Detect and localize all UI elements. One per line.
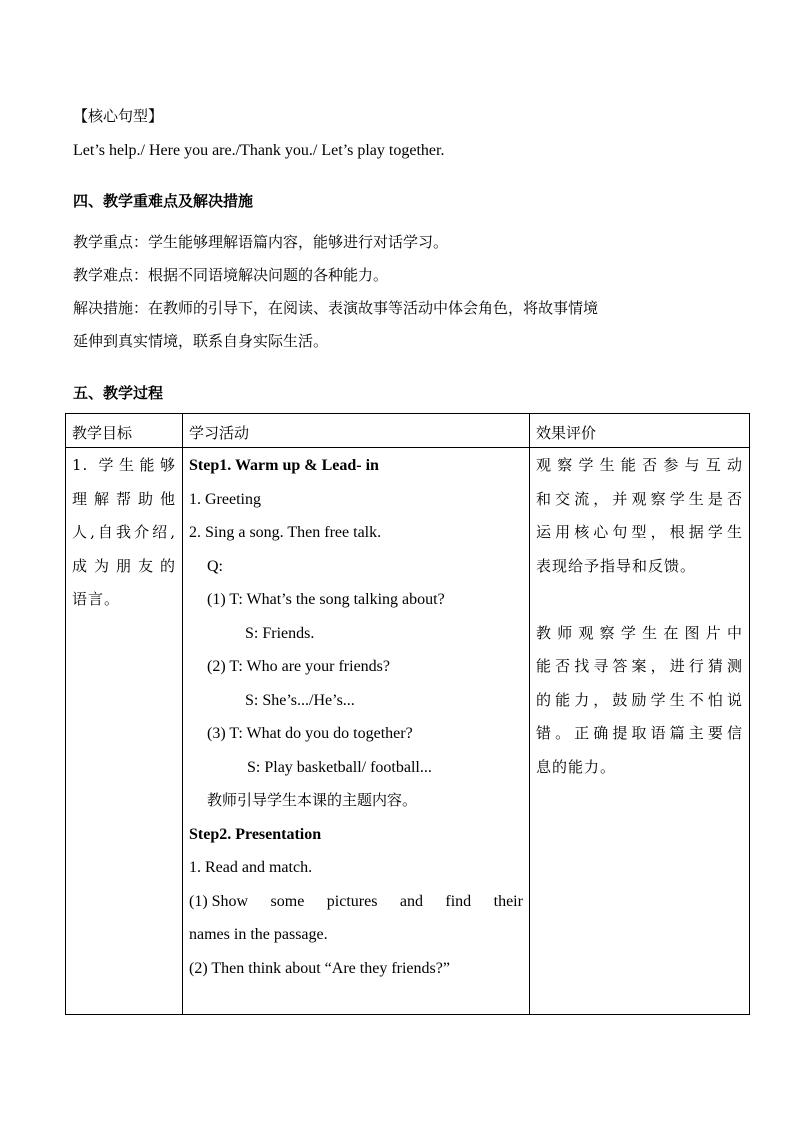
evaluation-line: 能否找寻答案，进行猜测	[536, 657, 743, 675]
word: pictures	[326, 892, 378, 910]
activity-names: names in the passage.	[189, 926, 328, 943]
question-2: (2) T: Who are your friends?	[207, 658, 390, 675]
evaluation-line: 和交流，并观察学生是否	[536, 489, 743, 508]
table-header-row	[66, 414, 750, 448]
evaluation-line	[536, 583, 743, 617]
word: find	[445, 892, 472, 910]
teaching-process-table	[65, 413, 750, 1015]
header-activity: 学习活动	[183, 414, 530, 448]
evaluation-line: 运用核心句型，根据学生	[536, 523, 743, 541]
question-label: Q:	[207, 557, 223, 575]
word: their	[493, 892, 523, 910]
activity-greeting: 1. Greeting	[189, 490, 261, 508]
goal-line: 理解帮助他	[72, 489, 176, 508]
core-heading: 【核心句型】	[73, 107, 164, 125]
header-evaluation: 效果评价	[530, 414, 750, 448]
evaluation-line: 表现给予指导和反馈。	[536, 556, 697, 575]
key-point: 教学重点：学生能够理解语篇内容，能够进行对话学习。	[73, 233, 449, 251]
goal-line: 成为朋友的	[72, 556, 176, 575]
word: some	[270, 892, 305, 910]
section5-heading: 五、教学过程	[73, 384, 164, 402]
question-3: (3) T: What do you do together?	[207, 725, 413, 742]
step1-title: Step1. Warm up & Lead- in	[189, 457, 379, 474]
core-sentence: Let’s help./ Here you are./Thank you./ Let’s play together.	[73, 142, 445, 159]
evaluation-line: 错。正确提取语篇主要信	[536, 724, 743, 742]
evaluation-line: 观察学生能否参与互动	[536, 456, 743, 474]
step2-title: Step2. Presentation	[189, 825, 322, 843]
teacher-guide: 教师引导学生本课的主题内容。	[207, 791, 418, 809]
solution-line-1: 解决措施：在教师的引导下，在阅读、表演故事等活动中体会角色，将故事情境	[73, 299, 599, 317]
goal-line: 语言。	[72, 590, 121, 608]
activity-sing: 2. Sing a song. Then free talk.	[189, 524, 382, 541]
table-row	[66, 448, 750, 1015]
goal-line: 人,自我介绍,	[72, 523, 176, 541]
question-1: (1) T: What’s the song talking about?	[207, 591, 445, 608]
activity-think: (2) Then think about “Are they friends?”	[189, 959, 450, 977]
answer-1: S: Friends.	[245, 624, 315, 642]
section4-heading: 四、教学重难点及解决措施	[73, 192, 254, 210]
answer-3: S: Play basketball/ football...	[247, 758, 432, 776]
activity-read-match: 1. Read and match.	[189, 859, 313, 876]
word: and	[399, 892, 423, 910]
header-goal: 教学目标	[66, 414, 183, 448]
difficult-point: 教学难点：根据不同语境解决问题的各种能力。	[73, 266, 389, 284]
solution-line-2: 延伸到真实情境，联系自身实际生活。	[73, 332, 329, 350]
evaluation-line: 息的能力。	[536, 757, 617, 776]
activity-show-pictures	[189, 885, 523, 919]
word: (1) Show	[189, 892, 249, 910]
evaluation-line: 的能力，鼓励学生不怕说	[536, 690, 743, 709]
goal-line: 1. 学生能够	[72, 456, 176, 474]
answer-2: S: She’s.../He’s...	[245, 691, 355, 709]
evaluation-line: 教师观察学生在图片中	[536, 623, 743, 642]
evaluation-cell	[530, 448, 750, 1015]
activity-cell	[183, 448, 530, 1015]
goal-cell	[66, 448, 183, 1015]
